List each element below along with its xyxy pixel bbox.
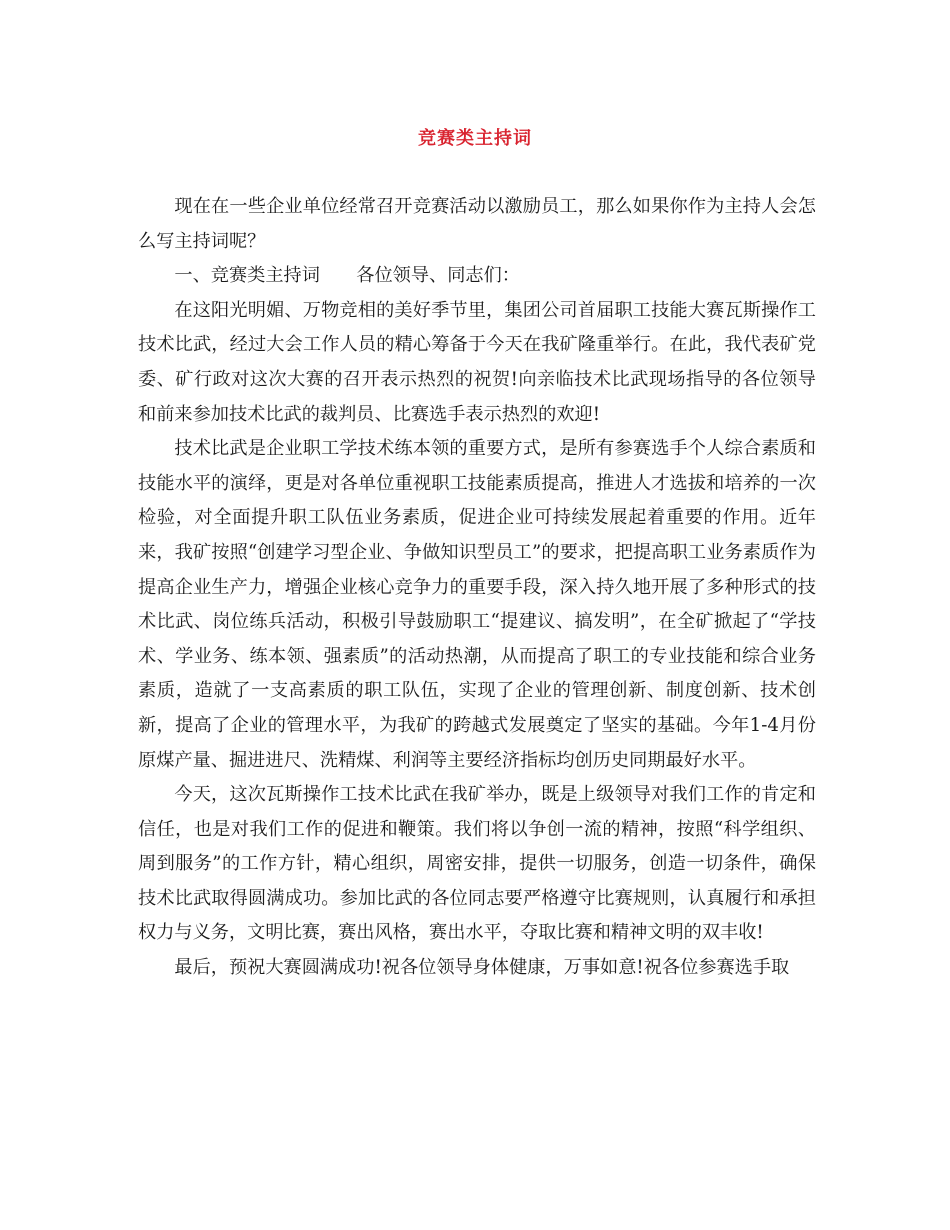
paragraph-welcome: 在这阳光明媚、万物竞相的美好季节里，集团公司首届职工技能大赛瓦斯操作工技术比武，经过大会工作人员的精心筹备于今天在我矿隆重举行。在此，我代表矿党委、矿行政对这次大赛的召开表示热烈的祝贺!向亲临技术比武现场指导的各位领导和前来参加技术比武的裁判员、比赛选手表示热烈的欢迎! bbox=[138, 299, 816, 425]
paragraph-closing: 最后，预祝大赛圆满成功!祝各位领导身体健康，万事如意!祝各位参赛选手取 bbox=[174, 957, 790, 979]
paragraph-section-heading: 一、竞赛类主持词 各位领导、同志们： bbox=[174, 265, 520, 287]
paragraph-today: 今天，这次瓦斯操作工技术比武在我矿举办，既是上级领导对我们工作的肯定和信任，也是对我们工作的促进和鞭策。我们将以争创一流的精神，按照“科学组织、周到服务”的工作方针，精心组织，周密安排，提供一切服务，创造一切条件，确保技术比武取得圆满成功。参加比武的各位同志要严格遵守比赛规则，认真履行和承担权力与义务，文明比赛，赛出风格，赛出水平，夺取比赛和精神文明的双丰收! bbox=[138, 784, 816, 944]
document-body bbox=[138, 190, 816, 986]
document-title: 竞赛类主持词 bbox=[418, 128, 532, 149]
paragraph-intro: 现在在一些企业单位经常召开竞赛活动以激励员工，那么如果你作为主持人会怎么写主持词呢？ bbox=[138, 196, 816, 252]
paragraph-significance: 技术比武是企业职工学技术练本领的重要方式，是所有参赛选手个人综合素质和技能水平的演绎，更是对各单位重视职工技能素质提高，推进人才选拔和培养的一次检验，对全面提升职工队伍业务素质，促进企业可持续发展起着重要的作用。近年来，我矿按照“创建学习型企业、争做知识型员工”的要求，把提高职工业务素质作为提高企业生产力，增强企业核心竞争力的重要手段，深入持久地开展了多种形式的技术比武、岗位练兵活动，积极引导鼓励职工“提建议、搞发明”，在全矿掀起了“学技术、学业务、练本领、强素质”的活动热潮，从而提高了职工的专业技能和综合业务素质，造就了一支高素质的职工队伍，实现了企业的管理创新、制度创新、技术创新，提高了企业的管理水平，为我矿的跨越式发展奠定了坚实的基础。今年1-4月份原煤产量、掘进进尺、洗精煤、利润等主要经济指标均创历史同期最好水平。 bbox=[138, 438, 816, 771]
